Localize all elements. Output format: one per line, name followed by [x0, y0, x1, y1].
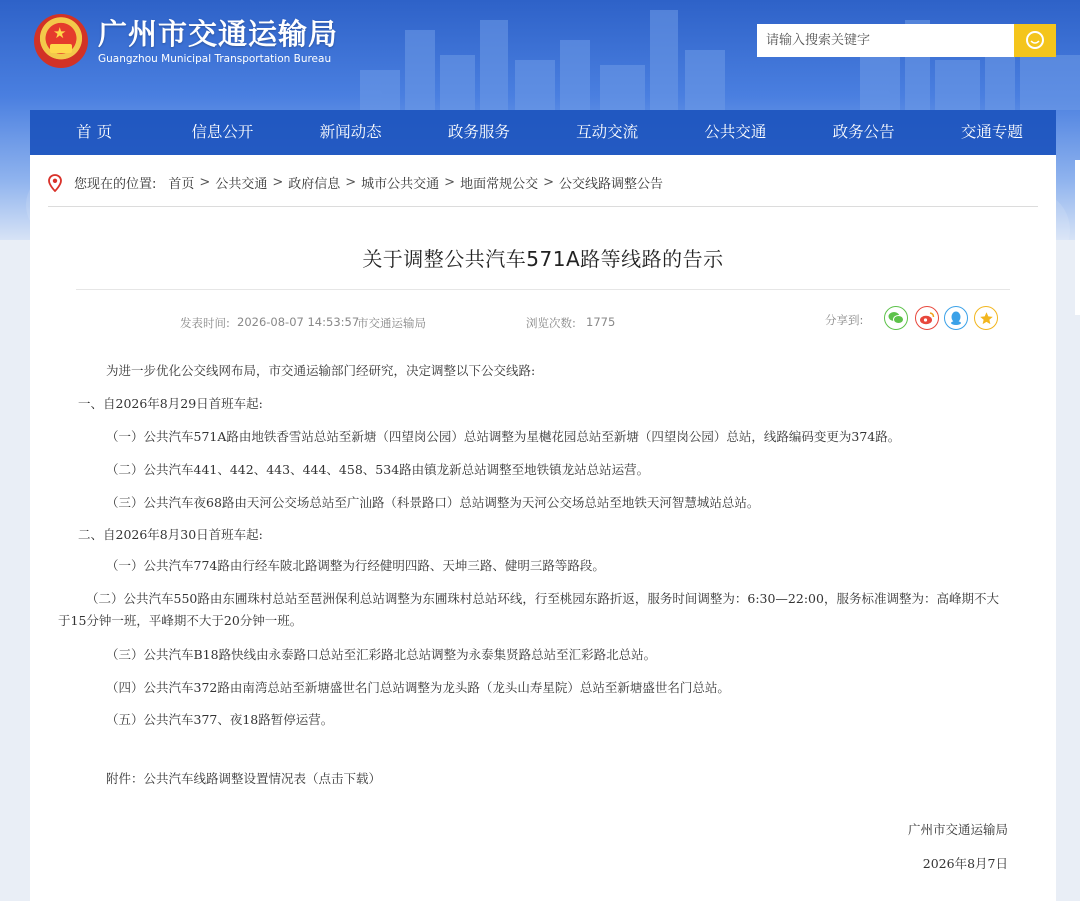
- breadcrumb-ground-bus[interactable]: 地面常规公交: [460, 177, 539, 192]
- breadcrumb-separator: >: [272, 175, 284, 190]
- search-button[interactable]: [1014, 24, 1056, 57]
- section-1-item-1: （一）公共汽车571A路由地铁香雪站总站至新塘（四望岗公园）总站调整为星樾花园总站至新塘（四望岗公园）总站，线路编码变更为374路。: [106, 429, 901, 444]
- nav-gov-services[interactable]: 政务服务: [447, 123, 510, 141]
- side-edge-panel: [1075, 160, 1080, 315]
- views-count: 1775: [586, 315, 616, 329]
- breadcrumb-separator: >: [199, 175, 211, 190]
- breadcrumb-city-transport[interactable]: 城市公共交通: [361, 177, 440, 192]
- section-2-item-1: （一）公共汽车774路由行经车陂北路调整为行经健明四路、天坤三路、健明三路等路段。: [106, 558, 605, 573]
- article-title: 关于调整公共汽车571A路等线路的告示: [362, 247, 724, 271]
- signature-date: 2026年8月7日: [922, 856, 1008, 871]
- breadcrumb-label: 您现在的位置:: [74, 177, 157, 192]
- breadcrumb-separator: >: [543, 175, 554, 190]
- content-panel: [30, 155, 1056, 901]
- share-label: 分享到:: [825, 313, 864, 327]
- qq-icon: [949, 310, 963, 326]
- emblem-logo: ★: [34, 14, 88, 68]
- breadcrumb: [48, 173, 663, 192]
- nav-news[interactable]: 新闻动态: [319, 123, 382, 141]
- breadcrumb-divider: [48, 206, 1038, 207]
- share-qq-button[interactable]: [944, 306, 968, 330]
- nav-home[interactable]: 首 页: [76, 123, 113, 141]
- views-label: 浏览次数:: [526, 316, 576, 330]
- breadcrumb-public-transport[interactable]: 公共交通: [215, 177, 268, 192]
- section-2-item-3: （三）公共汽车B18路快线由永泰路口总站至汇彩路北总站调整为永泰集贤路总站至汇彩路北总站。: [106, 647, 657, 662]
- site-subtitle: Guangzhou Municipal Transportation Bureau: [98, 52, 332, 65]
- article-source: 市交通运输局: [357, 316, 426, 330]
- section-heading-1: 一、自2026年8月29日首班车起:: [78, 396, 263, 411]
- section-1-item-3: （三）公共汽车夜68路由天河公交场总站至广汕路（科景路口）总站调整为天河公交场总站至地铁天河智慧城站总站。: [106, 495, 760, 510]
- weibo-icon: [919, 311, 935, 325]
- site-logo[interactable]: [34, 14, 338, 68]
- nav-info-disclosure[interactable]: 信息公开: [191, 123, 254, 141]
- signature-issuer: 广州市交通运输局: [907, 822, 1008, 837]
- nav-topics[interactable]: 交通专题: [960, 123, 1023, 141]
- breadcrumb-separator: >: [444, 175, 456, 190]
- main-nav: [30, 110, 1056, 155]
- share-wechat-button[interactable]: [884, 306, 908, 330]
- search-icon: [1024, 30, 1046, 52]
- section-2-item-4: （四）公共汽车372路由南湾总站至新塘盛世名门总站调整为龙头路（龙头山寿星院）总站至新塘盛世名门总站。: [106, 680, 730, 695]
- section-heading-2: 二、自2026年8月30日首班车起:: [78, 527, 263, 542]
- share-weibo-button[interactable]: [915, 306, 939, 330]
- attachment-link[interactable]: 附件：公共汽车线路调整设置情况表（点击下载）: [106, 771, 382, 786]
- section-1-item-2: （二）公共汽车441、442、443、444、458、534路由镇龙新总站调整至地铁镇龙站总站运营。: [106, 462, 650, 477]
- wechat-icon: [888, 311, 904, 325]
- breadcrumb-route-notice[interactable]: 公交线路调整公告: [559, 177, 664, 192]
- breadcrumb-home[interactable]: 首页: [168, 177, 195, 192]
- breadcrumb-separator: >: [345, 175, 357, 190]
- location-pin-icon: [48, 174, 62, 192]
- title-divider: [76, 289, 1010, 290]
- share-qzone-button[interactable]: [974, 306, 998, 330]
- publish-date: 2026-08-07 14:53:57: [237, 315, 360, 329]
- breadcrumb-gov-info[interactable]: 政府信息: [288, 177, 341, 192]
- intro-paragraph: 为进一步优化公交线网布局，市交通运输部门经研究，决定调整以下公交线路:: [106, 363, 536, 378]
- nav-announcements[interactable]: 政务公告: [832, 123, 895, 141]
- search-bar: [757, 24, 1056, 57]
- publish-date-label: 发表时间:: [180, 316, 230, 330]
- section-2-item-2: （二）公共汽车550路由东圃珠村总站至琶洲保利总站调整为东圃珠村总站环线，行至桃园东路折返，服务时间调整为：6:30—22:00，服务标准调整为：高峰期不大于15分钟一班，平峰期不大于20分钟一班。: [58, 591, 999, 628]
- site-title: 广州市交通运输局: [98, 16, 339, 51]
- qzone-star-icon: [979, 311, 994, 326]
- section-2-item-5: （五）公共汽车377、夜18路暂停运营。: [106, 712, 334, 727]
- nav-public-transport[interactable]: 公共交通: [704, 123, 767, 141]
- nav-interaction[interactable]: 互动交流: [576, 123, 639, 141]
- search-input[interactable]: [757, 24, 1014, 57]
